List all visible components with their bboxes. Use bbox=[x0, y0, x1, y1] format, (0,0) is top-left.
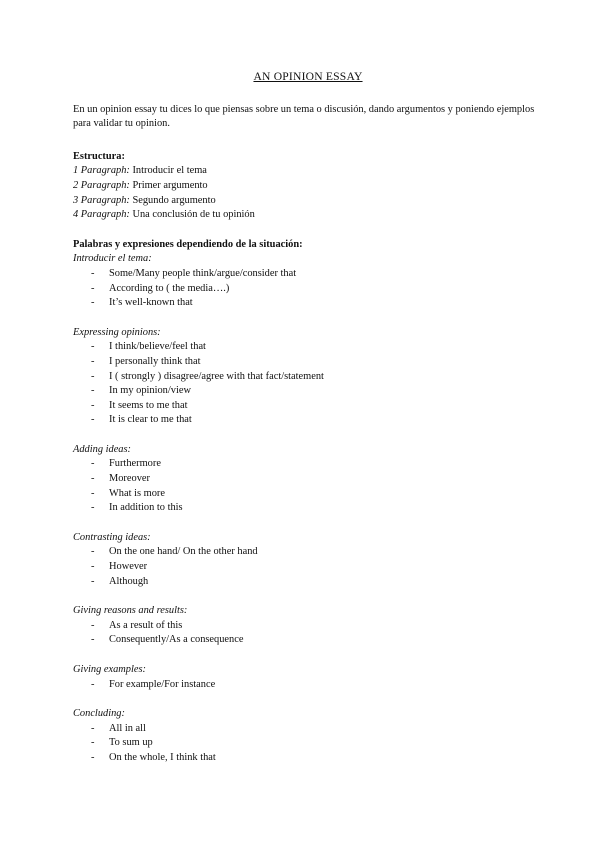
list-item-text: It is clear to me that bbox=[109, 414, 192, 426]
phrase-category-title: Giving examples: bbox=[73, 664, 146, 675]
list-item bbox=[73, 501, 543, 516]
structure-row-text: Segundo argumento bbox=[132, 194, 216, 206]
list-item bbox=[73, 560, 543, 575]
dash-marker: - bbox=[91, 385, 95, 397]
list-item bbox=[73, 384, 543, 399]
list-item bbox=[73, 619, 543, 634]
list-item-text: Although bbox=[109, 575, 149, 587]
structure-row-text: Primer argumento bbox=[132, 179, 208, 191]
list-item bbox=[73, 545, 543, 560]
phrases-section bbox=[73, 238, 543, 766]
list-item bbox=[73, 722, 543, 737]
phrases-heading: Palabras y expresiones dependiendo de la situación: bbox=[73, 238, 303, 250]
list-item-text: Moreover bbox=[109, 473, 150, 485]
dash-marker: - bbox=[91, 282, 95, 294]
phrase-list bbox=[73, 545, 543, 589]
list-item bbox=[73, 472, 543, 487]
list-item-text: I personally think that bbox=[109, 355, 201, 367]
dash-marker: - bbox=[91, 634, 95, 646]
list-item bbox=[73, 399, 543, 414]
phrase-category bbox=[73, 326, 543, 428]
list-item bbox=[73, 296, 543, 311]
dash-marker: - bbox=[91, 561, 95, 573]
list-item bbox=[73, 736, 543, 751]
phrase-list bbox=[73, 267, 543, 311]
structure-section bbox=[73, 150, 543, 223]
phrase-list bbox=[73, 619, 543, 648]
list-item-text: Furthermore bbox=[109, 458, 161, 470]
phrase-category bbox=[73, 531, 543, 589]
dash-marker: - bbox=[91, 267, 95, 279]
list-item bbox=[73, 751, 543, 766]
document-page bbox=[73, 70, 543, 766]
structure-row-label: 4 Paragraph: bbox=[73, 209, 130, 221]
list-item-text: Some/Many people think/argue/consider that bbox=[109, 267, 297, 279]
list-item-text: I think/believe/feel that bbox=[109, 341, 206, 353]
dash-marker: - bbox=[91, 473, 95, 485]
structure-row bbox=[73, 179, 543, 194]
dash-marker: - bbox=[91, 370, 95, 382]
structure-row-text: Introducir el tema bbox=[132, 165, 207, 177]
phrase-list bbox=[73, 722, 543, 766]
list-item-text: To sum up bbox=[109, 737, 153, 749]
list-item bbox=[73, 678, 543, 693]
list-item bbox=[73, 633, 543, 648]
list-item bbox=[73, 413, 543, 428]
dash-marker: - bbox=[91, 414, 95, 426]
structure-row bbox=[73, 164, 543, 179]
document-title: AN OPINION ESSAY bbox=[253, 70, 363, 83]
phrase-categories bbox=[73, 252, 543, 765]
structure-row-text: Una conclusión de tu opinión bbox=[132, 209, 255, 221]
structure-heading: Estructura: bbox=[73, 150, 125, 162]
list-item-text: I ( strongly ) disagree/agree with that fact/statement bbox=[109, 370, 324, 382]
list-item-text: For example/For instance bbox=[109, 678, 216, 690]
phrase-category-title: Introducir el tema: bbox=[73, 253, 152, 265]
dash-marker: - bbox=[91, 355, 95, 367]
dash-marker: - bbox=[91, 546, 95, 558]
list-item-text: In addition to this bbox=[109, 502, 183, 514]
intro-paragraph: En un opinion essay tu dices lo que piensas sobre un tema o discusión, dando argumentos y poniendo ejemplos para validar tu opinion. bbox=[73, 103, 535, 130]
phrase-list bbox=[73, 678, 543, 693]
list-item-text: What is more bbox=[109, 487, 165, 499]
list-item-text: According to ( the media….) bbox=[109, 282, 230, 294]
list-item bbox=[73, 267, 543, 282]
list-item bbox=[73, 487, 543, 502]
phrase-category-title: Adding ideas: bbox=[73, 443, 132, 455]
list-item bbox=[73, 370, 543, 385]
list-item-text: However bbox=[109, 561, 148, 573]
phrase-category-title: Concluding: bbox=[73, 708, 125, 720]
phrase-list bbox=[73, 457, 543, 515]
dash-marker: - bbox=[91, 722, 95, 734]
dash-marker: - bbox=[91, 678, 95, 690]
dash-marker: - bbox=[91, 341, 95, 353]
phrase-category bbox=[73, 707, 543, 765]
structure-row bbox=[73, 208, 543, 223]
phrase-category bbox=[73, 252, 543, 310]
phrase-list bbox=[73, 340, 543, 428]
phrase-category-title: Giving reasons and results: bbox=[73, 605, 188, 617]
list-item-text: Consequently/As a consequence bbox=[109, 634, 244, 646]
phrase-category-title: Contrasting ideas: bbox=[73, 531, 151, 543]
phrase-category bbox=[73, 604, 543, 648]
dash-marker: - bbox=[91, 619, 95, 631]
dash-marker: - bbox=[91, 297, 95, 309]
list-item-text: In my opinion/view bbox=[109, 385, 191, 397]
list-item bbox=[73, 575, 543, 590]
list-item bbox=[73, 355, 543, 370]
list-item-text: All in all bbox=[109, 722, 146, 734]
structure-row bbox=[73, 194, 543, 209]
list-item-text: As a result of this bbox=[109, 619, 183, 631]
list-item-text: On the whole, I think that bbox=[109, 751, 216, 763]
list-item bbox=[73, 340, 543, 355]
list-item-text: It’s well-known that bbox=[109, 297, 193, 309]
list-item bbox=[73, 282, 543, 297]
structure-row-label: 3 Paragraph: bbox=[73, 194, 130, 206]
dash-marker: - bbox=[91, 737, 95, 749]
dash-marker: - bbox=[91, 751, 95, 763]
list-item bbox=[73, 457, 543, 472]
dash-marker: - bbox=[91, 458, 95, 470]
structure-row-label: 2 Paragraph: bbox=[73, 179, 130, 191]
list-item-text: It seems to me that bbox=[109, 399, 188, 411]
phrase-category-title: Expressing opinions: bbox=[73, 326, 161, 338]
structure-row-label: 1 Paragraph: bbox=[73, 165, 130, 177]
dash-marker: - bbox=[91, 575, 95, 587]
phrase-category bbox=[73, 443, 543, 516]
dash-marker: - bbox=[91, 502, 95, 514]
dash-marker: - bbox=[91, 399, 95, 411]
phrase-category bbox=[73, 663, 543, 692]
list-item-text: On the one hand/ On the other hand bbox=[109, 546, 258, 558]
dash-marker: - bbox=[91, 487, 95, 499]
